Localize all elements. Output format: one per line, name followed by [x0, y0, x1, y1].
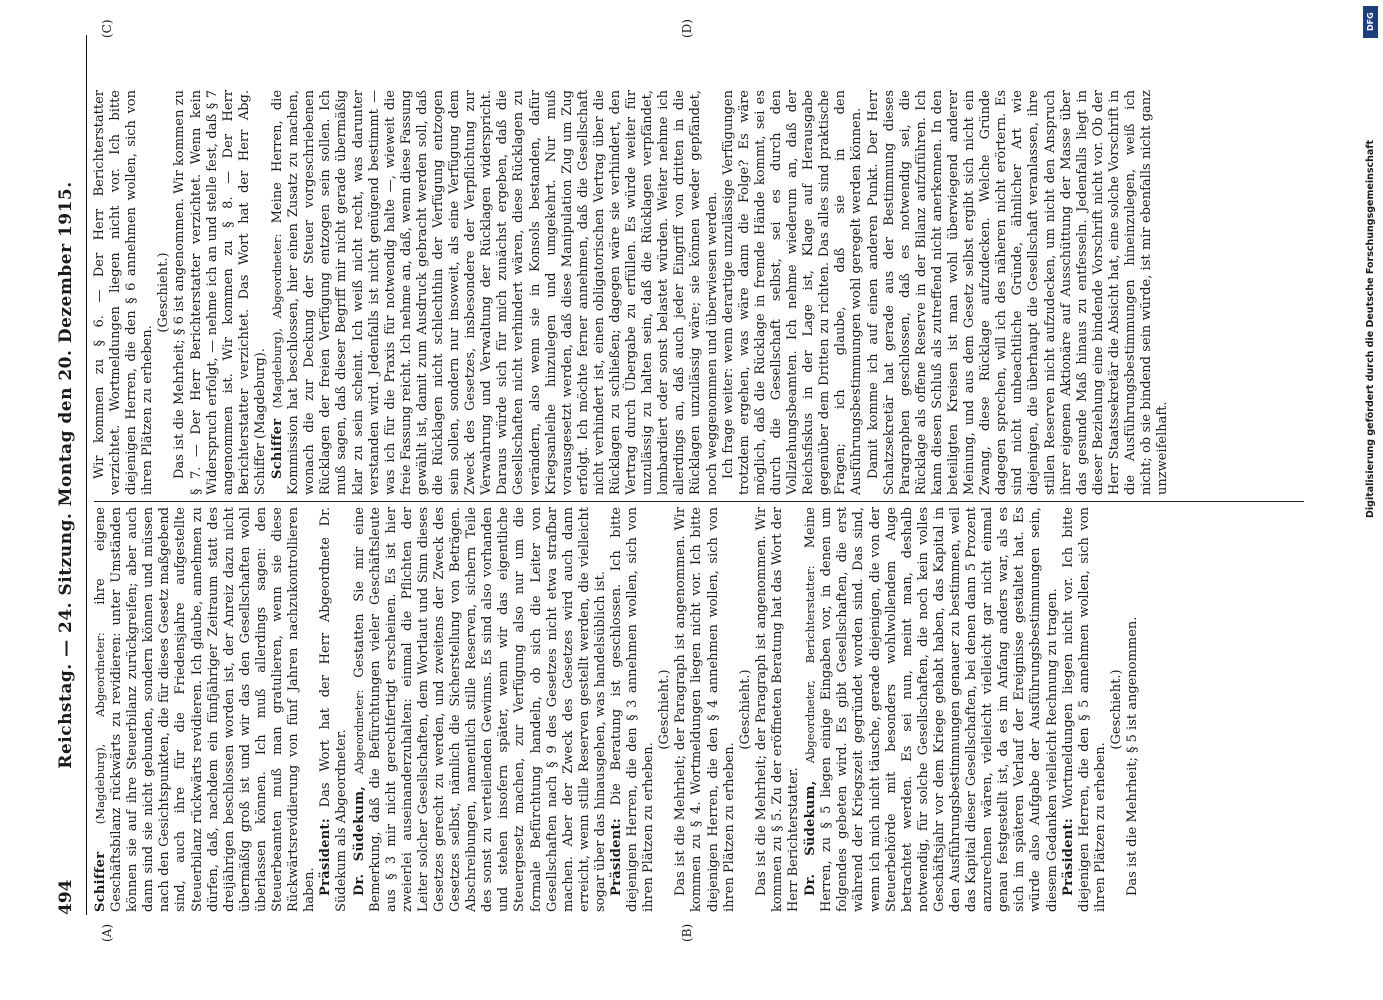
- left-column: [92, 507, 1332, 912]
- paragraph: [351, 507, 610, 912]
- speaker-name: Schiffer: [270, 418, 286, 479]
- paragraph: [721, 90, 866, 495]
- page-number: 494: [56, 879, 76, 915]
- paragraph: [318, 507, 350, 912]
- speaker-name: Schiffer: [93, 851, 108, 912]
- paragraph: [754, 507, 802, 912]
- speaker-name: Präsident:: [609, 818, 624, 896]
- paragraph: [673, 507, 737, 912]
- paragraph-text: Meine Herren, zu § 5 liegen einige Eingaben vor, in denen um folgendes gebeten wird. Es gibt Gesellschaften, die erst während der Kriegszeit gegründet worden sind. Das sind, wenn ich mich nicht täusche, gerade diejenigen, die von der Steuerbehörde mit besonders wohlwollendem Auge betrachtet werden. Es sei nun, meint man, deshalb notwendig, für solche Gesellschaften, die noch kein volles Geschäftsjahr vor dem Kriege gehabt haben, das Kapital in den Ausführungsbestimmungen genauer zu bestimmen, weil das Kapital dieser Gesellschaften, bei denen dann 5 Prozent anzurechnen wären, vielleicht vielleicht gar nicht einmal genau festgestellt ist, da es im Anfang anders war, als es sich im späteren Verlauf der Ereignisse gestaltet hat. Es würde also Aufgabe der Ausführungsbestimmungen sein, diesem Gedanken vielleicht Rechnung zu tragen.: [803, 507, 1060, 912]
- paragraph: [609, 507, 657, 912]
- paragraph-text: Meine Herren, die Kommission hat beschlossen, hier einen Zusatz zu machen, wonach die zur Deckung der Steuer vorgeschriebenen Rücklagen der freien Verfügung entzogen sein sollen. Ich muß sagen, daß dieser Begriff mir nicht gerade übermäßig klar zu sein scheint. Ich weiß nicht recht, was darunter verstanden wird. Jedenfalls ist nicht genügend bestimmt — was ich für die Praxis für notwendig halte —, wieweit die freie Fassung reicht. Ich nehme an, daß, wenn diese Fassung gewählt ist, damit zum Ausdruck gebracht werden soll, daß die Rücklagen nicht schlechthin der Verfügung entzogen sein sollen, sondern nur insoweit, als eine Verfügung dem Zweck des Gesetzes, insbesondere der Verpflichtung zur Verwahrung und Verwaltung der Rücklagen widerspricht. Daraus würde sich für mich zunächst ergeben, daß die Gesellschaften nicht verhindert wären, diese Rücklagen zu verändern, also wenn sie in Konsols bestanden, dafür Kriegsanleihe hinzulegen und umgekehrt. Nur muß vorausgesetzt werden, daß diese Manipulation Zug um Zug erfolgt. Ich möchte ferner annehmen, daß die Gesellschaft nicht verhindert ist, einen obligatorischen Vertrag über die Rücklagen zu schließen; dagegen wäre sie verhindert, den Vertrag durch Übergabe zu erfüllen. Es würde weiter für unzulässig zu halten sein, daß die Rücklagen verpfändet, lombardiert oder sonst belastet würden. Weiter nehme ich allerdings an, daß auch jeder Eingriff von dritten in die Rücklagen unzulässig wäre; sie können weder gepfändet, noch weggenommen und überwiesen werden.: [270, 90, 720, 495]
- speaker-name: Präsident:: [1060, 818, 1076, 896]
- speaker-name: Dr. Südekum,: [351, 785, 367, 896]
- paragraph: [1061, 507, 1109, 912]
- paragraph-text: Das Wort hat der Herr Abgeordnete Dr. Südekum als Abgeordneter.: [318, 507, 350, 912]
- paragraph-text: Das ist die Mehrheit; der Paragraph ist angenommen. Wir kommen zu § 4. Wortmeldungen liegen nicht vor. Ich bitte diejenigen Herren, die den § 4 annehmen wollen, sich von ihren Plätzen zu erheben.: [673, 507, 737, 912]
- speaker-role: (Magdeburg), Abgeordneter:: [93, 632, 107, 825]
- paragraph-text: Das ist die Mehrheit; § 6 ist angenommen. Wir kommen zu § 7. — Der Herr Berichterstatter verzichtet. Wenn kein Widerspruch erfolgt, — nehme ich an und stelle fest, daß § 7 angenommen ist. Wir kommen zu § 8. — Der Herr Berichterstatter verzichtet. Das Wort hat der Herr Abg. Schiffer (Magdeburg).: [172, 90, 268, 495]
- margin-letter-c: (C): [100, 19, 114, 38]
- stage-note: (Geschieht.): [1108, 669, 1124, 750]
- paragraph-text: Wortmeldungen liegen nicht vor. Ich bitte diejenigen Herren, die den § 5 annehmen wollen, sich von ihren Plätzen zu erheben.: [1060, 507, 1108, 912]
- digitization-credit: Digitalisierung gefördert durch die Deutsche Forschungsgemeinschaft: [1365, 140, 1376, 518]
- stage-note: (Geschieht.): [737, 669, 753, 750]
- paragraph: [1125, 507, 1141, 912]
- column-separator: [94, 501, 1304, 502]
- paragraph-text: Wir kommen zu § 6. — Der Herr Berichterstatter verzichtet. Wortmeldungen liegen nicht vor. Ich bitte diejenigen Herren, die den § 6 annehmen wollen, sich von ihren Plätzen zu erheben.: [92, 90, 156, 495]
- paragraph: [269, 90, 721, 495]
- paragraph: [92, 507, 318, 912]
- paragraph: [92, 90, 156, 495]
- paragraph-text: Das ist die Mehrheit; der Paragraph ist angenommen. Wir kommen zu § 5. Zu der eröffneten Beratung hat das Wort der Herr Berichterstatter.: [753, 507, 802, 912]
- speaker-role: Abgeordneter:: [351, 689, 366, 775]
- paragraph-text: Das ist die Mehrheit; § 5 ist angenommen.: [1125, 616, 1140, 896]
- right-column: [92, 90, 1332, 495]
- dfg-logo: DFG: [1363, 6, 1378, 38]
- paragraph-text: ihre eigene Geschäftsbilanz rückwärts zu revidieren: unter Umständen können sie auf ihre Steuerbilanz zurückgreifen; aber auch dann sind sie nicht gebunden, sondern können und müssen nach den Gesichtspunkten, die für dieses Gesetz maßgebend sind, auch ihre für die Friedensjahre aufgestellte Steuerbilanz rückwärts revidieren. Ich glaube, annehmen zu dürfen, daß, nachdem ein fünfjähriger Zeitraum statt des dreijährigen beschlossen worden ist, der Anreiz dazu nicht übermäßig groß ist und wir das den Gesellschaften wohl überlassen können. Ich muß allerdings sagen: den Steuerbeamten muß man gratulieren, wenn sie diese Rückwärtsrevidierung von fünf Jahren nachzukontrollieren haben.: [93, 507, 318, 912]
- stage-note: (Geschieht.): [156, 252, 172, 333]
- margin-letter-a: (A): [100, 923, 114, 942]
- paragraph-text: Ich frage weiter: wenn derartige unzulässige Verfügungen trotzdem ergehen, was wäre dann die Folge? Es wäre möglich, daß die Rücklage in fremde Hände kommt, sei es durch die Gesellschaft selbst, sei es durch den Vollziehungsbeamten. Ich nehme wiederum an, daß der Reichsfiskus in der Lage ist, Klage auf Herausgabe gegenüber dem Dritten zu richten. Das alles sind praktische Fragen; ich glaube, daß sie in den Ausführungsbestimmungen wohl geregelt werden können.: [720, 90, 865, 495]
- paragraph: [172, 90, 269, 495]
- paragraph: [866, 90, 1172, 495]
- speaker-name: Präsident:: [318, 818, 334, 896]
- paragraph-text: Damit komme ich auf einen anderen Punkt. Der Herr Schatzsekretär hat gerade aus der Bestimmung dieses Paragraphen geschlossen, daß es notwendig sei, die Rücklage als offene Reserve in der Bilanz aufzuführen. Ich kann diesen Schluß als zutreffend nicht anerkennen. In den beteiligten Kreisen ist man wohl überwiegend anderer Meinung, und aus dem Gesetz selbst ergibt sich nicht ein Zwang, diese Rücklage aufzudecken. Welche Gründe dagegen sprechen, will ich des näheren nicht erörtern. Es sind nicht unbeachtliche Gründe, ähnlicher Art wie diejenigen, die überhaupt die Gesellschaft veranlassen, ihre stillen Reserven nicht aufzudecken, um nicht den Anspruch ihrer eigenen Aktionäre auf Ausschüttung der Masse über das gesunde Maß hinaus zu entfesseln. Jedenfalls liegt in dieser Beziehung eine bindende Vorschrift nicht vor. Ob der Herr Staatssekretär die Absicht hat, eine solche Vorschrift in die Ausführungsbestimmungen hineinzulegen, weiß ich nicht; ob sie bindend sein würde, ist mir ebenfalls nicht ganz unzweifelhaft.: [865, 90, 1171, 495]
- stage-note: (Geschieht.): [657, 669, 673, 750]
- page-header: [50, 35, 84, 915]
- paragraph: [802, 507, 1061, 912]
- speaker-role: Abgeordneter, Berichterstatter:: [803, 565, 818, 764]
- digitization-note: [1363, 0, 1379, 1000]
- paragraph-text: Gestatten Sie mir eine Bemerkung, daß die Befürchtungen vieler Geschäftsleute aus § 3 mir nicht gerechtfertigt erscheinen. Es ist hier zweierlei auseinanderzuhalten: einmal die Pflichten der Leiter solcher Gesellschaften, dem Wortlaut und Sinn dieses Gesetzes gerecht zu werden, und zweitens der Zweck des Gesetzes selbst, nämlich die Sicherstellung von Beträgen. Abschreibungen, namentlich stille Reserven, sichern Teile des sonst zu verteilenden Gewinns. Es sind also vorhanden und stehen insofern später, wenn wir das eigentliche Steuergesetz machen, zur Verfügung also nur um die formale Befürchtung handeln, ob sich die Leiter von Gesellschaften nach § 9 des Gesetzes nicht etwa strafbar machen. Aber der Zweck des Gesetzes wird auch dann erreicht, wenn stille Reserven gestellt werden, die vielleicht sogar über das hinausgehen, was handelsüblich ist.: [351, 507, 608, 912]
- speaker-name: Dr. Südekum,: [803, 780, 819, 896]
- paragraph-text: Die Beratung ist geschlossen. Ich bitte diejenigen Herren, die den § 3 annehmen wollen, sich von ihren Plätzen zu erheben.: [609, 507, 657, 912]
- header-rule: [86, 35, 87, 915]
- margin-letter-b: (B): [680, 923, 694, 942]
- speaker-role: (Magdeburg), Abgeordneter:: [270, 233, 285, 409]
- margin-letter-d: (D): [680, 19, 694, 38]
- page-title: Reichstag. — 24. Sitzung. Montag den 20. Dezember 1915.: [56, 181, 76, 769]
